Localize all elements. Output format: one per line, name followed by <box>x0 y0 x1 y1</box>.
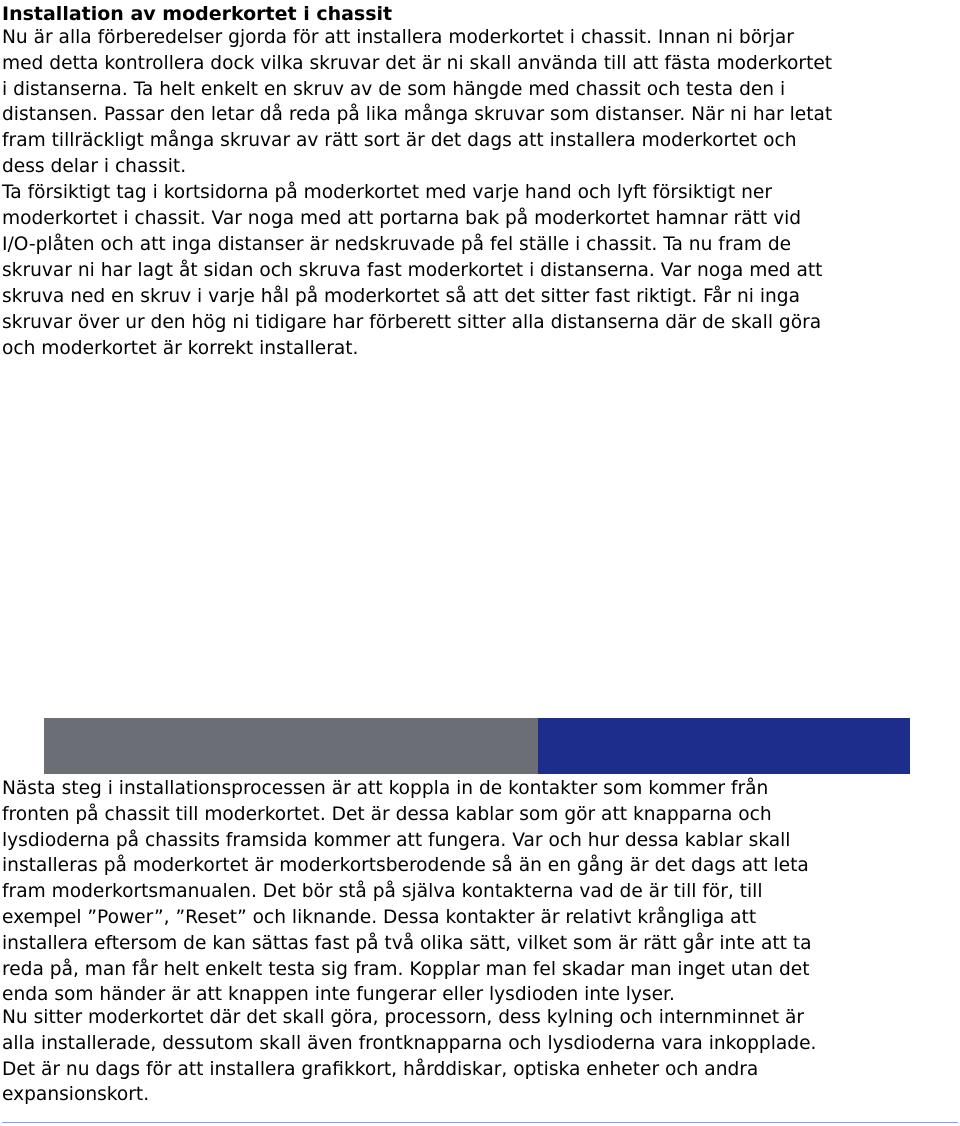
text-line: reda på, man får helt enkelt testa sig fram. Kopplar man fel skadar man inget utan det <box>2 958 810 980</box>
text-line: Nu är alla förberedelser gjorda för att installera moderkortet i chassit. Innan ni börjar <box>2 27 794 48</box>
text-line: Nästa steg i installationsprocessen är att koppla in de kontakter som kommer från <box>2 778 769 799</box>
text-line: lysdioderna på chassits framsida kommer att fungera. Var och hur dessa kablar skall <box>2 829 791 851</box>
text-line: med detta kontrollera dock vilka skruvar det är ni skall använda till att fästa moderkortet <box>2 52 833 74</box>
text-line: expansionskort. <box>2 1084 150 1106</box>
text-line: Ta försiktigt tag i kortsidorna på moderkortet med varje hand och lyft försiktigt ner <box>2 182 772 203</box>
paragraph-intro <box>2 25 958 180</box>
chassis-photo <box>538 718 910 774</box>
text-line: i distanserna. Ta helt enkelt en skruv av de som hängde med chassit och testa den i <box>2 78 786 100</box>
text-line: dess delar i chassit. <box>2 155 187 177</box>
text-line: distansen. Passar den letar då reda på lika många skruvar som distanser. När ni har letat <box>2 104 833 126</box>
text-line: fram moderkortsmanualen. Det bör stå på själva kontakterna vad de är till för, till <box>2 881 763 903</box>
text-line: installera eftersom de kan sättas fast på två olika sätt, vilket som är rätt går inte att ta <box>2 932 812 954</box>
text-line: Det är nu dags för att installera grafikkort, hårddiskar, optiska enheter och andra <box>2 1058 759 1080</box>
text-line: fronten på chassit till moderkortet. Det är dessa kablar som gör att knapparna och <box>2 803 772 825</box>
text-line: fram tillräckligt många skruvar av rätt sort är det dags att installera moderkortet och <box>2 130 797 152</box>
text-line: enda som händer är att knappen inte fungerar eller lysdioden inte lyser. <box>2 984 675 1006</box>
text-line: skruvar över ur den hög ni tidigare har förberett sitter alla distanserna där de skall göra <box>2 312 822 333</box>
text-line: alla installerade, dessutom skall även frontknapparna och lysdioderna vara inkopplade. <box>2 1032 817 1054</box>
paragraph-mounting <box>2 180 958 362</box>
text-line: skruvar ni har lagt åt sidan och skruva fast moderkortet i distanserna. Var noga med att <box>2 260 823 281</box>
paragraph-next-step <box>2 1005 958 1108</box>
text-line: moderkortet i chassit. Var noga med att portarna bak på moderkortet hamnar rätt vid <box>2 208 802 229</box>
bottom-rule <box>2 1122 958 1123</box>
text-line: Nu sitter moderkortet där det skall göra, processorn, dess kylning och internminnet är <box>2 1007 805 1028</box>
text-line: I/O-plåten och att inga distanser är nedskruvade på fel ställe i chassit. Ta nu fram de <box>2 234 792 255</box>
text-line: skruva ned en skruv i varje hål på moderkortet så att det sitter fast riktigt. Får ni inga <box>2 286 800 307</box>
paragraph-front-panel <box>2 776 958 1008</box>
section-heading: Installation av moderkortet i chassit <box>2 3 393 25</box>
text-line: och moderkortet är korrekt installerat. <box>2 338 359 359</box>
text-line: exempel ”Power”, ”Reset” och liknande. Dessa kontakter är relativt krångliga att <box>2 906 757 928</box>
motherboard-closeup-detailed <box>44 718 538 774</box>
text-line: installeras på moderkortet är moderkortsberodende så än en gång är det dags att leta <box>2 855 809 877</box>
